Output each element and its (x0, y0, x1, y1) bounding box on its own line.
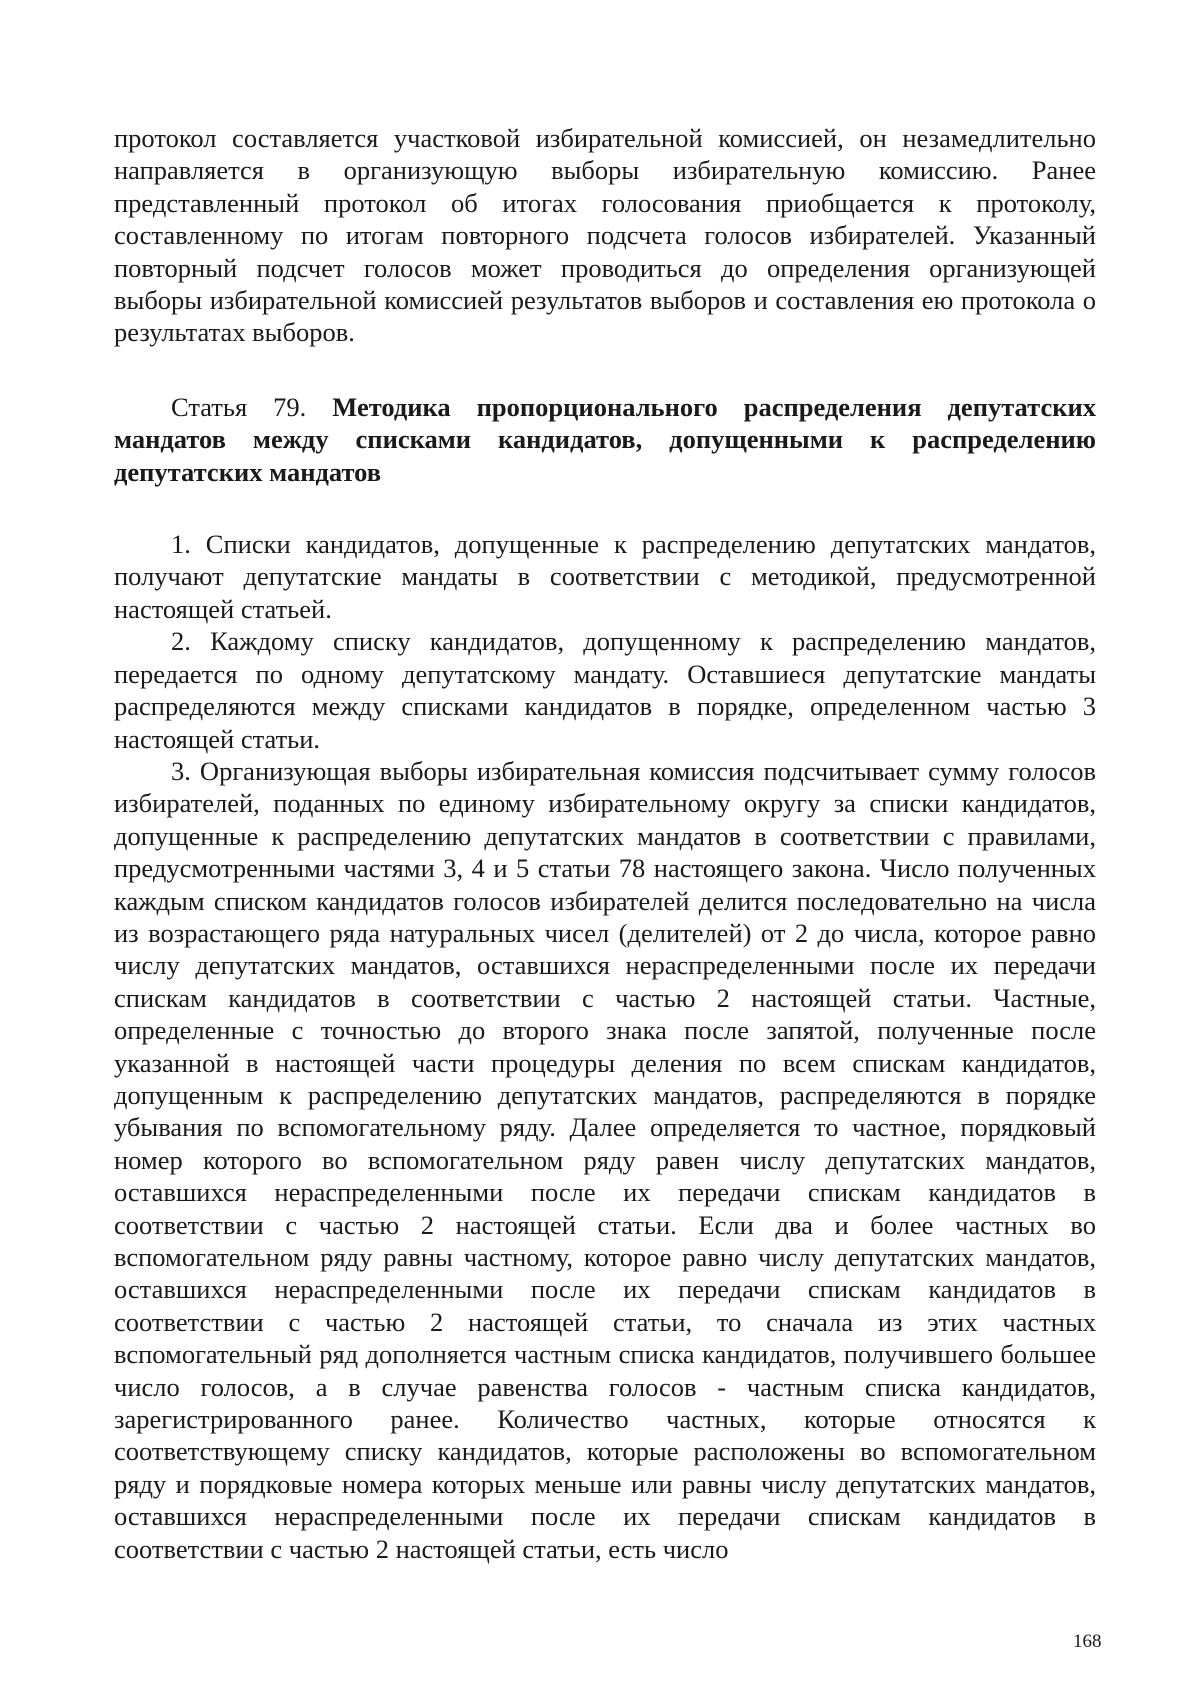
spacer (114, 488, 1096, 528)
paragraph-2: 2. Каждому списку кандидатов, допущенному к распределению мандатов, передается по одному депутатскому мандату. Оставшиеся депутатские мандаты распределяются между списками кандидатов в порядке, определенном частью 3 настоящей статьи. (114, 626, 1096, 754)
page-number: 168 (1073, 1631, 1102, 1652)
page-body (114, 122, 1096, 1565)
article-prefix: Статья 79. (171, 391, 307, 422)
paragraph-1: 1. Списки кандидатов, допущенные к распределению депутатских мандатов, получают депутатские мандаты в соответствии с методикой, предусмотренной настоящей статьей. (114, 529, 1096, 624)
paragraph-3: 3. Организующая выборы избирательная комиссия подсчитывает сумму голосов избирателей, поданных по единому избирательному округу за списки кандидатов, допущенные к распределению депутатских мандатов в соответствии с правилами, предусмотренными частями 3, 4 и 5 статьи 78 настоящего закона. Число полученных каждым списком кандидатов голосов избирателей делится последовательно на числа из возрастающего ряда натуральных чисел (делителей) от 2 до числа, которое равно числу депутатских мандатов, оставшихся нераспределенными после их передачи спискам кандидатов в соответствии с частью 2 настоящей статьи. Частные, определенные с точностью до второго знака после запятой, полученные после указанной в настоящей части процедуры деления по всем спискам кандидатов, допущенным к распределению депутатских мандатов, распределяются в порядке убывания по вспомогательному ряду. Далее определяется то частное, порядковый номер которого во вспомогательном ряду равен числу депутатских мандатов, оставшихся нераспределенными после их передачи спискам кандидатов в соответствии с частью 2 настоящей статьи. Если два и более частных во вспомогательном ряду равны частному, которое равно числу депутатских мандатов, оставшихся нераспределенными после их передачи спискам кандидатов в соответствии с частью 2 настоящей статьи, то сначала из этих частных вспомогательный ряд дополняется частным списка кандидатов, получившего большее число голосов, а в случае равенства голосов - частным списка кандидатов, зарегистрированного ранее. Количество частных, которые относятся к соответствующему списку кандидатов, которые расположены во вспомогательном ряду и порядковые номера которых меньше или равны числу депутатских мандатов, оставшихся нераспределенными после их передачи спискам кандидатов в соответствии с частью 2 настоящей статьи, есть число (114, 755, 1096, 1564)
article-title: Методика пропорционального распределения депутатских мандатов между списками кандидатов, допущенными к распределению депутатских мандатов (114, 391, 1097, 487)
article-heading (114, 391, 1096, 488)
spacer (114, 349, 1096, 391)
intro-paragraph: протокол составляется участковой избирательной комиссией, он незамедлительно направляется в организующую выборы избирательную комиссию. Ранее представленный протокол об итогах голосования приобщается к протоколу, составленному по итогам повторного подсчета голосов избирателей. Указанный повторный подсчет голосов может проводиться до определения организующей выборы избирательной комиссией результатов выборов и составления ею протокола о результатах выборов. (114, 123, 1096, 348)
